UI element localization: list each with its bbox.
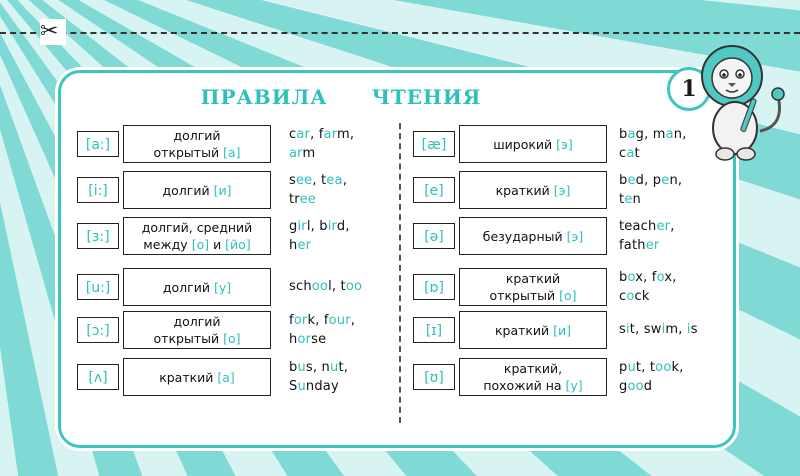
highlighted-text: our xyxy=(328,313,351,328)
sound-description xyxy=(459,268,607,306)
text-segment: sch xyxy=(289,279,312,294)
phonetic-symbol: [з:] xyxy=(77,223,119,249)
highlighted-text: e xyxy=(627,173,636,188)
description-line xyxy=(495,322,571,339)
highlighted-text: [a] xyxy=(223,145,241,160)
description-line xyxy=(142,219,253,236)
example-line xyxy=(289,236,350,255)
description-line xyxy=(154,127,241,144)
text-segment: m, xyxy=(665,322,687,337)
highlighted-text: ea xyxy=(326,173,343,188)
highlighted-text: ee xyxy=(295,173,313,188)
text-segment: b xyxy=(619,173,628,188)
text-segment: t, sw xyxy=(629,322,662,337)
description-line xyxy=(163,279,231,296)
example-words xyxy=(619,217,675,255)
highlighted-text: oo xyxy=(655,360,672,375)
text-segment: d xyxy=(643,379,653,394)
text-segment: t, xyxy=(338,360,349,375)
text-segment: x, f xyxy=(635,270,657,285)
text-segment: долгий, средний xyxy=(141,220,253,235)
example-line xyxy=(619,190,682,209)
text-segment: , xyxy=(670,219,675,234)
text-segment: p xyxy=(619,360,628,375)
example-line xyxy=(619,125,687,144)
highlighted-text: oo xyxy=(627,379,644,394)
text-segment: краткий xyxy=(159,369,218,385)
highlighted-text: [э] xyxy=(553,182,571,198)
sound-description xyxy=(123,171,271,209)
phonetic-symbol: [i:] xyxy=(77,177,119,203)
text-segment: h xyxy=(289,238,298,253)
text-segment: долгий xyxy=(173,314,221,329)
highlighted-text: ar xyxy=(289,146,303,161)
example-words xyxy=(619,125,687,163)
text-segment: h xyxy=(289,332,298,347)
example-line xyxy=(289,125,354,144)
highlighted-text: ar xyxy=(296,127,311,142)
description-line xyxy=(493,136,573,153)
text-segment: s, n xyxy=(305,360,330,375)
phonetic-symbol: [e] xyxy=(413,177,455,203)
example-words xyxy=(619,268,677,306)
title-word-1: ПРАВИЛА xyxy=(200,85,328,109)
example-words xyxy=(289,125,354,163)
highlighted-text: ee xyxy=(299,192,316,207)
highlighted-text: [о] xyxy=(559,288,577,303)
text-segment: t xyxy=(634,146,640,161)
text-segment: между xyxy=(143,237,192,252)
example-line xyxy=(619,217,675,236)
text-segment: x, xyxy=(664,270,677,285)
example-words xyxy=(619,171,682,209)
highlighted-text: i xyxy=(661,322,666,337)
description-line xyxy=(483,360,582,377)
text-segment: k, f xyxy=(307,313,329,328)
sound-description xyxy=(123,311,271,349)
column-divider xyxy=(399,123,401,423)
highlighted-text: [у] xyxy=(565,378,583,393)
highlighted-text: u xyxy=(627,360,636,375)
text-segment: , xyxy=(342,173,348,188)
text-segment: безударный xyxy=(482,228,567,244)
description-line xyxy=(496,182,571,199)
text-segment: c xyxy=(619,146,627,161)
example-words xyxy=(289,358,348,396)
text-segment: краткий xyxy=(505,271,561,286)
highlighted-text: [о] xyxy=(191,237,210,252)
text-segment: b xyxy=(289,360,298,375)
highlighted-text: er xyxy=(656,219,671,234)
text-segment: m, xyxy=(337,127,355,142)
highlighted-text: a xyxy=(627,127,636,142)
sound-description xyxy=(459,125,607,163)
highlighted-text: o xyxy=(627,270,636,285)
highlighted-text: [э] xyxy=(556,136,573,152)
example-words xyxy=(289,171,347,209)
sound-description xyxy=(123,358,271,396)
text-segment: d, p xyxy=(635,173,662,188)
phonetic-symbol: [ʌ] xyxy=(77,364,119,390)
text-segment: долгий xyxy=(162,279,214,295)
highlighted-text: or xyxy=(297,332,312,347)
description-line xyxy=(159,369,235,386)
example-line xyxy=(619,320,698,339)
text-segment: se xyxy=(311,332,327,347)
example-line xyxy=(289,144,354,163)
example-line xyxy=(289,311,355,330)
highlighted-text: ir xyxy=(327,219,337,234)
highlighted-text: i xyxy=(686,322,691,337)
highlighted-text: ar xyxy=(323,127,338,142)
text-segment: s xyxy=(690,322,698,337)
text-segment: и xyxy=(209,237,226,252)
highlighted-text: a xyxy=(626,146,635,161)
text-segment: s xyxy=(619,322,626,337)
text-segment: n, xyxy=(673,127,687,142)
example-words xyxy=(289,217,350,255)
text-segment: tr xyxy=(289,192,300,207)
description-line xyxy=(490,287,577,304)
example-line xyxy=(619,268,677,287)
text-segment: c xyxy=(289,127,297,142)
sound-description xyxy=(123,268,271,306)
description-line xyxy=(154,330,241,347)
rules-card xyxy=(58,70,736,448)
highlighted-text: [у] xyxy=(213,279,232,295)
text-segment: d, xyxy=(336,219,350,234)
description-line xyxy=(154,144,241,161)
text-segment: краткий xyxy=(495,182,554,198)
sound-description xyxy=(459,311,607,349)
text-segment: открытый xyxy=(153,145,224,160)
text-segment: краткий, xyxy=(503,361,563,376)
example-line xyxy=(289,190,347,209)
text-segment: n, xyxy=(669,173,683,188)
highlighted-text: [а] xyxy=(217,369,235,385)
text-segment: открытый xyxy=(489,288,560,303)
page-title xyxy=(61,85,621,109)
text-segment: , xyxy=(350,313,356,328)
highlighted-text: er xyxy=(297,238,312,253)
phonetic-symbol: [æ] xyxy=(413,131,455,157)
description-line xyxy=(490,270,577,287)
example-line xyxy=(619,377,684,396)
text-segment: краткий xyxy=(494,322,554,338)
description-line xyxy=(483,377,582,394)
example-line xyxy=(289,217,350,236)
example-line xyxy=(289,277,362,296)
example-line xyxy=(619,287,677,306)
lion-mascot-icon xyxy=(690,36,790,166)
phonetic-symbol: [ɔ:] xyxy=(77,317,119,343)
example-line xyxy=(289,171,347,190)
example-words xyxy=(289,311,355,349)
text-segment: ck xyxy=(634,289,650,304)
phonetic-symbol: [ɪ] xyxy=(413,317,455,343)
text-segment: k, xyxy=(671,360,684,375)
highlighted-text: u xyxy=(297,360,306,375)
text-segment: m xyxy=(302,146,316,161)
text-segment: широкий xyxy=(493,136,557,152)
text-segment: долгий xyxy=(162,182,214,198)
text-segment: teach xyxy=(619,219,657,234)
description-line xyxy=(483,228,583,245)
phonetic-symbol: [ʊ] xyxy=(413,364,455,390)
text-segment: nday xyxy=(305,379,339,394)
example-words xyxy=(619,358,684,396)
highlighted-text: [о] xyxy=(223,331,241,346)
text-segment: S xyxy=(289,379,298,394)
description-line xyxy=(142,236,253,253)
cut-line xyxy=(0,32,800,34)
text-segment: , t xyxy=(312,173,327,188)
card-number-badge: 1 xyxy=(667,67,711,111)
phonetic-symbol: [ə] xyxy=(413,223,455,249)
text-segment: c xyxy=(619,289,627,304)
highlighted-text: e xyxy=(661,173,670,188)
sound-description xyxy=(459,171,607,209)
phonetic-symbol: [a:] xyxy=(77,131,119,157)
sound-description xyxy=(123,125,271,163)
example-line xyxy=(289,358,348,377)
example-line xyxy=(619,358,684,377)
scissors-icon: ✂ xyxy=(40,19,66,45)
highlighted-text: oo xyxy=(345,279,363,294)
highlighted-text: er xyxy=(645,238,660,253)
example-line xyxy=(619,144,687,163)
text-segment: f xyxy=(289,313,294,328)
phonetic-symbol: [u:] xyxy=(77,274,119,300)
sound-description xyxy=(123,217,271,255)
highlighted-text: [и] xyxy=(553,322,572,338)
highlighted-text: u xyxy=(329,360,339,375)
text-segment: s xyxy=(289,173,296,188)
text-segment: t xyxy=(619,192,625,207)
highlighted-text: oo xyxy=(311,279,329,294)
title-word-2: ЧТЕНИЯ xyxy=(371,85,482,109)
text-segment: долгий xyxy=(173,128,221,143)
highlighted-text: or xyxy=(293,313,308,328)
text-segment: fath xyxy=(619,238,646,253)
highlighted-text: u xyxy=(297,379,306,394)
text-segment: b xyxy=(619,127,628,142)
text-segment: t, t xyxy=(635,360,656,375)
example-line xyxy=(619,171,682,190)
sound-description xyxy=(459,358,607,396)
description-line xyxy=(154,313,241,330)
text-segment: g, m xyxy=(635,127,666,142)
text-segment: открытый xyxy=(153,331,224,346)
highlighted-text: o xyxy=(656,270,665,285)
example-line xyxy=(619,236,675,255)
highlighted-text: [э] xyxy=(566,228,584,244)
text-segment: g xyxy=(619,379,628,394)
text-segment: похожий на xyxy=(483,378,566,393)
text-segment: , f xyxy=(310,127,324,142)
text-segment: l, b xyxy=(306,219,328,234)
highlighted-text: e xyxy=(624,192,633,207)
highlighted-text: [и] xyxy=(213,182,232,198)
highlighted-text: i xyxy=(625,322,630,337)
highlighted-text: ir xyxy=(297,219,307,234)
highlighted-text: a xyxy=(665,127,674,142)
example-line xyxy=(289,330,355,349)
highlighted-text: o xyxy=(626,289,635,304)
text-segment: b xyxy=(619,270,628,285)
sound-description xyxy=(459,217,607,255)
text-segment: l, t xyxy=(328,279,346,294)
example-line xyxy=(289,377,348,396)
text-segment: g xyxy=(289,219,298,234)
example-words xyxy=(619,320,698,339)
phonetic-symbol: [ɒ] xyxy=(413,274,455,300)
example-words xyxy=(289,277,362,296)
description-line xyxy=(163,182,232,199)
highlighted-text: [йо] xyxy=(225,237,251,252)
text-segment: n xyxy=(632,192,641,207)
